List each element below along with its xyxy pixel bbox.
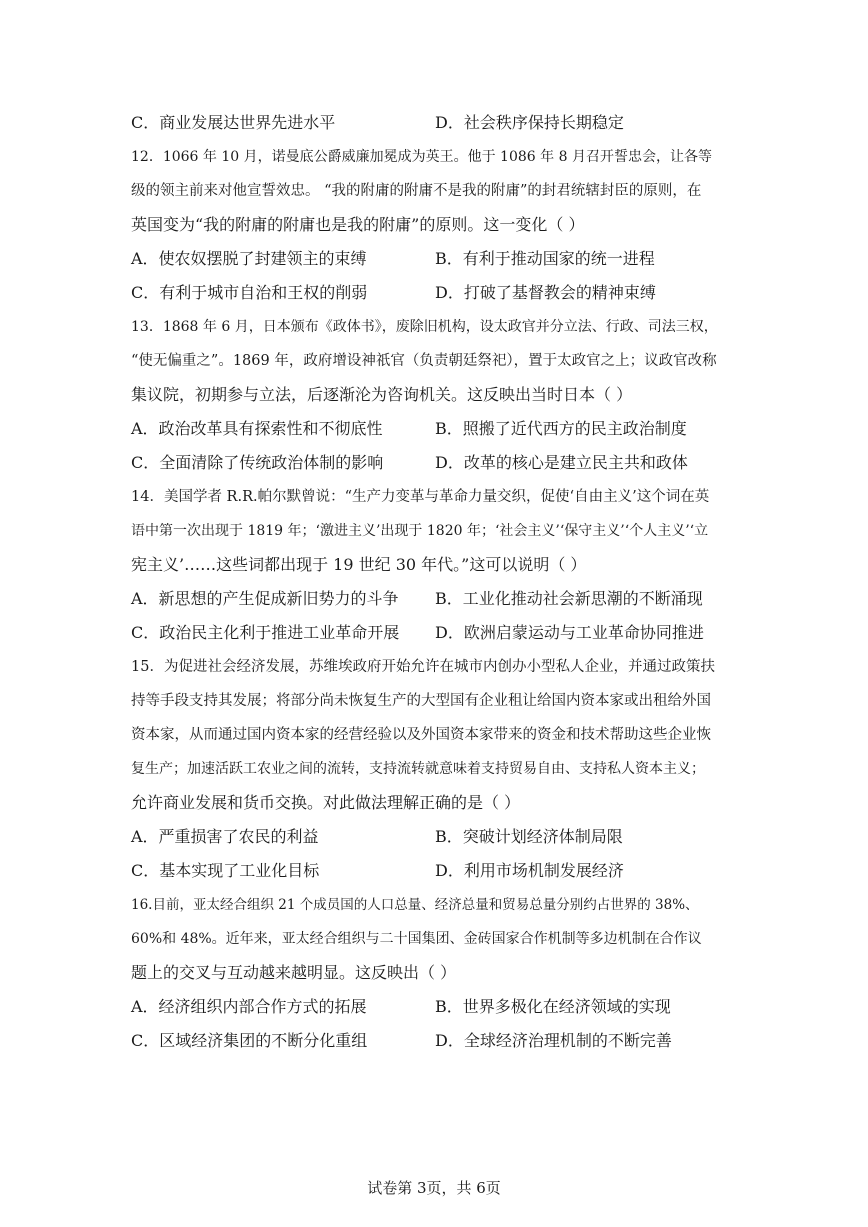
q14-option-c: C．政治民主化利于推进工业革命开展 bbox=[131, 623, 400, 642]
q16-stem-line-2: 60%和 48%。近年来，亚太经合组织与二十国集团、金砖国家合作机制等多边机制在合作议 bbox=[131, 931, 702, 947]
q14-stem-line-1: 14．美国学者 R.R.帕尔默曾说：“生产力变革与革命力量交织，促使‘自由主义’这个词在英 bbox=[131, 489, 710, 505]
q12-stem-line-1: 12．1066 年 10 月，诺曼底公爵威廉加冕成为英王。他于 1086 年 8 月召开誓忠会，让各等 bbox=[131, 149, 712, 165]
q15-option-a: A．严重损害了农民的利益 bbox=[131, 827, 319, 846]
q14-stem-line-2: 语中第一次出现于 1819 年；‘激进主义’出现于 1820 年；‘社会主义’‘保守主义’‘个人主义’‘立 bbox=[131, 523, 709, 539]
q14-option-d: D．欧洲启蒙运动与工业革命协同推进 bbox=[435, 623, 704, 642]
q12-stem-line-3: 英国变为“我的附庸的附庸也是我的附庸”的原则。这一变化（ ） bbox=[131, 215, 585, 234]
q16-option-c: C．区域经济集团的不断分化重组 bbox=[131, 1031, 368, 1050]
q13-stem-line-1: 13．1868 年 6 月，日本颁布《政体书》，废除旧机构，设太政官并分立法、行政、司法三权， bbox=[131, 319, 718, 335]
q14-option-b: B．工业化推动社会新思潮的不断涌现 bbox=[435, 589, 703, 608]
q16-option-b: B．世界多极化在经济领域的实现 bbox=[435, 997, 671, 1016]
q15-option-c: C．基本实现了工业化目标 bbox=[131, 861, 320, 880]
q14-option-a: A．新思想的产生促成新旧势力的斗争 bbox=[131, 589, 399, 608]
q15-option-d: D．利用市场机制发展经济 bbox=[435, 861, 624, 880]
q12-option-d: D．打破了基督教会的精神束缚 bbox=[435, 283, 656, 302]
q14-stem-line-3: 宪主义’……这些词都出现于 19 世纪 30 年代。”这可以说明（ ） bbox=[131, 555, 587, 574]
q15-stem-line-1: 15．为促进社会经济发展，苏维埃政府开始允许在城市内创办小型私人企业，并通过政策扶 bbox=[131, 659, 715, 675]
q13-option-d: D．改革的核心是建立民主共和政体 bbox=[435, 453, 688, 472]
q11-option-d: D．社会秩序保持长期稳定 bbox=[435, 113, 624, 132]
q16-option-d: D．全球经济治理机制的不断完善 bbox=[435, 1031, 672, 1050]
q12-option-b: B．有利于推动国家的统一进程 bbox=[435, 249, 655, 268]
q16-stem-line-1: 16.目前，亚太经合组织 21 个成员国的人口总量、经济总量和贸易总量分别约占世界的 38%、 bbox=[131, 897, 699, 913]
q13-stem-line-2: “使无偏重之”。1869 年，政府增设神祇官（负责朝廷祭祀），置于太政官之上；议政官改称 bbox=[131, 353, 717, 369]
q16-stem-line-3: 题上的交叉与互动越来越明显。这反映出（ ） bbox=[131, 963, 457, 982]
q12-stem-line-2: 级的领主前来对他宣誓效忠。 “我的附庸的附庸不是我的附庸”的封君统辖封臣的原则，在 bbox=[131, 183, 702, 199]
q15-stem-line-3: 资本家，从而通过国内资本家的经营经验以及外国资本家带来的资金和技术帮助这些企业恢 bbox=[131, 727, 711, 743]
q12-option-c: C．有利于城市自治和王权的削弱 bbox=[131, 283, 368, 302]
q13-option-a: A．政治改革具有探索性和不彻底性 bbox=[131, 419, 383, 438]
q15-stem-line-4: 复生产；加速活跃工农业之间的流转，支持流转就意味着支持贸易自由、支持私人资本主义； bbox=[131, 761, 705, 777]
q16-option-a: A．经济组织内部合作方式的拓展 bbox=[131, 997, 367, 1016]
q12-option-a: A．使农奴摆脱了封建领主的束缚 bbox=[131, 249, 367, 268]
q15-stem-line-2: 持等手段支持其发展；将部分尚未恢复生产的大型国有企业租让给国内资本家或出租给外国 bbox=[131, 693, 711, 709]
q11-option-c: C．商业发展达世界先进水平 bbox=[131, 113, 336, 132]
q13-stem-line-3: 集议院，初期参与立法，后逐渐沦为咨询机关。这反映出当时日本（ ） bbox=[131, 385, 633, 404]
q13-option-b: B．照搬了近代西方的民主政治制度 bbox=[435, 419, 687, 438]
q13-option-c: C．全面清除了传统政治体制的影响 bbox=[131, 453, 384, 472]
q15-option-b: B．突破计划经济体制局限 bbox=[435, 827, 623, 846]
q15-stem-line-5: 允许商业发展和货币交换。对此做法理解正确的是（ ） bbox=[131, 793, 521, 812]
page-footer: 试卷第 3页，共 6页 bbox=[367, 1179, 501, 1197]
